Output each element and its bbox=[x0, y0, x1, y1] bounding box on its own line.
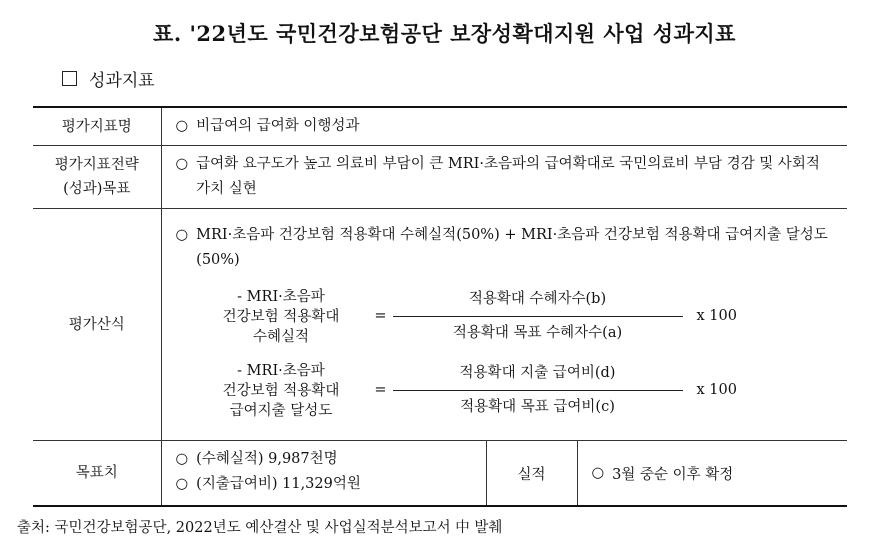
source-note: 출처: 국민건강보험공단, 2022년도 예산결산 및 사업실적분석보고서 中 발췌 bbox=[17, 520, 503, 536]
target-values bbox=[162, 441, 487, 505]
strategy-text: 급여화 요구도가 높고 의료비 부담이 큰 MRI·초음파의 급여확대로 국민의료비 부담 경감 및 사회적 가치 실현 bbox=[196, 156, 820, 197]
formula-row bbox=[33, 209, 847, 441]
fraction bbox=[393, 287, 683, 346]
section-heading-text: 성과지표 bbox=[89, 71, 155, 91]
fraction bbox=[393, 361, 683, 420]
square-bullet-icon bbox=[62, 71, 77, 86]
result-label: 실적 bbox=[487, 441, 578, 505]
strategy-label bbox=[33, 146, 161, 209]
fraction-denominator: 적용확대 목표 수혜자수(a) bbox=[452, 325, 623, 341]
section-heading bbox=[62, 66, 155, 91]
formula-label: 평가산식 bbox=[33, 209, 161, 441]
target-content bbox=[161, 441, 847, 507]
multiplier: x 100 bbox=[696, 308, 737, 324]
circle-bullet-icon: ○ bbox=[175, 156, 189, 172]
target-label: 목표치 bbox=[33, 441, 161, 507]
multiplier: x 100 bbox=[696, 382, 737, 398]
result-value-cell bbox=[578, 441, 848, 505]
document-title: 표. '22년도 국민건강보험공단 보장성확대지원 사업 성과지표 bbox=[153, 21, 736, 46]
target-expenditure-value: (지출급여비) 11,329억원 bbox=[196, 476, 361, 492]
strategy-label-line2: (성과)목표 bbox=[63, 181, 131, 197]
formula-intro-text: MRI·초음파 건강보험 적용확대 수혜실적(50%) + MRI·초음파 건강보험 적용확대 급여지출 달성도(50%) bbox=[196, 226, 828, 268]
circle-bullet-icon: ○ bbox=[591, 465, 605, 481]
fraction-denominator: 적용확대 목표 급여비(c) bbox=[460, 399, 615, 415]
strategy-row bbox=[33, 146, 847, 209]
target-benefit-value: (수혜실적) 9,987천명 bbox=[196, 451, 338, 467]
indicator-name-label: 평가지표명 bbox=[33, 107, 161, 146]
indicator-name-row bbox=[33, 107, 847, 146]
strategy-label-line1: 평가지표전략 bbox=[54, 157, 139, 173]
result-value: 3월 중순 이후 확정 bbox=[612, 466, 734, 483]
circle-bullet-icon: ○ bbox=[175, 118, 189, 134]
equals-sign: = bbox=[374, 382, 387, 398]
formula-benefit bbox=[176, 287, 838, 347]
formula-expenditure-label: - MRI·초음파 건강보험 적용확대 급여지출 달성도 bbox=[222, 362, 340, 419]
circle-bullet-icon: ○ bbox=[175, 451, 189, 467]
equals-sign: = bbox=[374, 308, 387, 324]
indicator-name-content bbox=[161, 107, 847, 146]
circle-bullet-icon: ○ bbox=[175, 476, 189, 492]
strategy-content bbox=[161, 146, 847, 209]
fraction-numerator: 적용확대 지출 급여비(d) bbox=[459, 365, 616, 381]
fraction-numerator: 적용확대 수혜자수(b) bbox=[468, 291, 607, 307]
formula-expenditure bbox=[176, 361, 838, 421]
formula-content bbox=[161, 209, 847, 441]
circle-bullet-icon: ○ bbox=[175, 226, 189, 243]
formula-benefit-label: - MRI·초음파 건강보험 적용확대 수혜실적 bbox=[222, 288, 340, 345]
indicator-name-text: 비급여의 급여화 이행성과 bbox=[196, 118, 360, 134]
target-row bbox=[33, 441, 847, 507]
performance-indicator-table bbox=[33, 106, 847, 507]
